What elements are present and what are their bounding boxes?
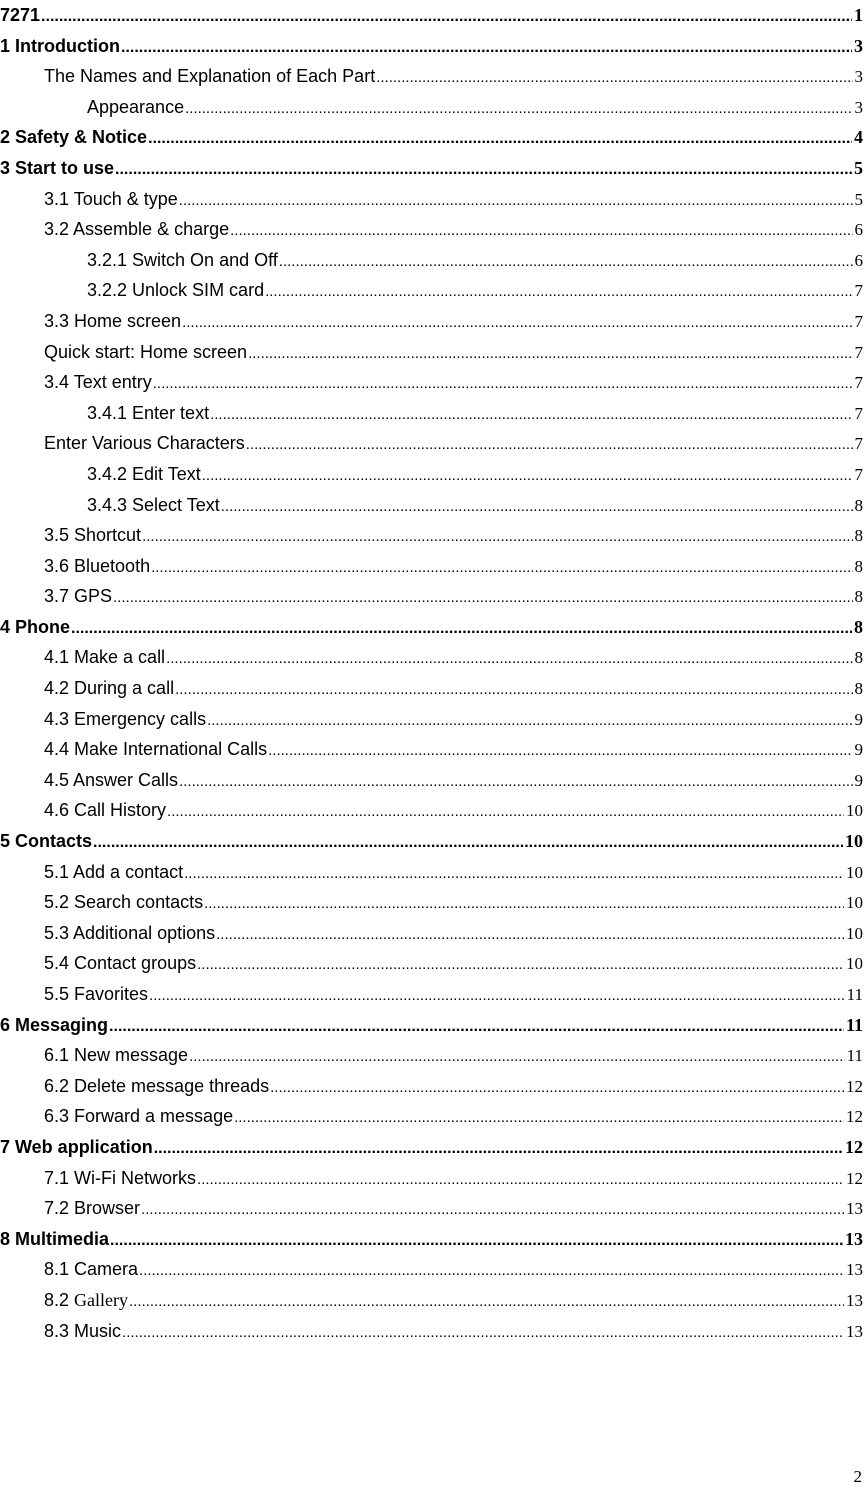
toc-entry-title: 5.4 Contact groups (44, 948, 197, 979)
toc-entry-page-number: 8 (854, 679, 863, 699)
toc-entry-title: 8 Multimedia (0, 1224, 110, 1255)
toc-dot-leader (184, 859, 844, 890)
toc-entry-title: 3.7 GPS (44, 581, 113, 612)
toc-dot-leader (207, 706, 852, 737)
toc-entry-page-number: 7 (854, 373, 863, 393)
toc-entry[interactable] (0, 1010, 864, 1041)
toc-dot-leader (210, 400, 852, 431)
toc-entry-title: 3.4 Text entry (44, 367, 153, 398)
toc-entry[interactable] (0, 642, 864, 673)
toc-entry-title: 3.1 Touch & type (44, 184, 179, 215)
toc-entry[interactable] (0, 184, 864, 215)
toc-dot-leader (153, 369, 853, 400)
toc-entry-page-number: 7 (854, 311, 863, 331)
toc-entry[interactable] (0, 612, 864, 643)
toc-entry-page-number: 12 (846, 1107, 863, 1127)
toc-entry-title: 5.1 Add a contact (44, 857, 184, 888)
toc-entry-page-number: 10 (846, 893, 863, 913)
toc-dot-leader (149, 981, 845, 1012)
toc-dot-leader (230, 216, 852, 247)
toc-entry-page-number: 9 (854, 740, 863, 760)
toc-entry-page-number: 8 (854, 616, 863, 637)
toc-dot-leader (121, 33, 852, 64)
toc-entry[interactable] (0, 1285, 864, 1316)
toc-dot-leader (93, 828, 843, 859)
toc-dot-leader (110, 1226, 843, 1257)
toc-dot-leader (221, 492, 853, 523)
toc-entry-page-number: 6 (854, 220, 863, 240)
toc-dot-leader (129, 1287, 844, 1318)
toc-dot-leader (179, 767, 852, 798)
toc-entry-page-number: 4 (854, 127, 863, 148)
toc-entry-title: The Names and Explanation of Each Part (44, 61, 376, 92)
toc-entry-page-number: 3 (854, 67, 863, 87)
toc-entry[interactable] (0, 337, 864, 368)
toc-entry-page-number: 9 (854, 770, 863, 790)
toc-entry[interactable] (0, 31, 864, 62)
toc-entry[interactable] (0, 673, 864, 704)
toc-entry-title: 3.6 Bluetooth (44, 551, 151, 582)
toc-entry-title: 7.1 Wi-Fi Networks (44, 1163, 197, 1194)
toc-dot-leader (166, 644, 852, 675)
toc-entry-title: 8.2 Gallery (44, 1285, 129, 1316)
toc-entry-page-number: 5 (854, 157, 863, 178)
toc-dot-leader (268, 736, 852, 767)
toc-entry-page-number: 11 (846, 1046, 863, 1066)
toc-entry-page-number: 7 (854, 281, 863, 301)
toc-entry[interactable] (0, 367, 864, 398)
toc-dot-leader (109, 1012, 844, 1043)
toc-entry-title: 8.1 Camera (44, 1254, 139, 1285)
toc-dot-leader (179, 186, 853, 217)
toc-entry-title: 4.2 During a call (44, 673, 175, 704)
toc-entry-title: 3 Start to use (0, 153, 115, 184)
toc-entry-page-number: 10 (846, 923, 863, 943)
toc-entry-page-number: 5 (854, 189, 863, 209)
toc-dot-leader (142, 522, 852, 553)
toc-dot-leader (139, 1256, 844, 1287)
toc-dot-leader (204, 889, 844, 920)
toc-entry-title: 3.2.2 Unlock SIM card (87, 275, 265, 306)
toc-entry-title: Quick start: Home screen (44, 337, 248, 368)
toc-entry-page-number: 10 (846, 862, 863, 882)
toc-entry-title: 7271 (0, 0, 41, 31)
toc-entry[interactable] (0, 428, 864, 459)
toc-entry[interactable] (0, 857, 864, 888)
toc-dot-leader (216, 920, 844, 951)
toc-dot-leader (148, 124, 852, 155)
toc-entry[interactable] (0, 1254, 864, 1285)
toc-entry-page-number: 10 (845, 831, 863, 852)
toc-dot-leader (265, 277, 852, 308)
toc-entry-page-number: 8 (854, 526, 863, 546)
toc-entry[interactable] (0, 153, 864, 184)
toc-entry[interactable] (0, 918, 864, 949)
toc-entry[interactable] (0, 1132, 864, 1163)
toc-entry-title: 5.2 Search contacts (44, 887, 204, 918)
toc-entry-title: 3.2 Assemble & charge (44, 214, 230, 245)
toc-dot-leader (122, 1318, 844, 1349)
toc-dot-leader (185, 94, 852, 125)
toc-entry-title: 7.2 Browser (44, 1193, 141, 1224)
toc-entry-title: 3.3 Home screen (44, 306, 182, 337)
toc-entry[interactable] (0, 520, 864, 551)
toc-entry-title: 8.3 Music (44, 1316, 122, 1347)
toc-entry-title: 6.1 New message (44, 1040, 189, 1071)
toc-dot-leader (246, 430, 853, 461)
toc-entry[interactable] (0, 1101, 864, 1132)
toc-dot-leader (182, 308, 852, 339)
toc-dot-leader (248, 339, 852, 370)
toc-entry[interactable] (0, 704, 864, 735)
toc-entry-page-number: 10 (846, 801, 863, 821)
toc-entry-page-number: 8 (854, 556, 863, 576)
toc-dot-leader (113, 583, 852, 614)
toc-entry[interactable] (0, 887, 864, 918)
toc-entry[interactable] (0, 765, 864, 796)
toc-entry-page-number: 11 (845, 1014, 863, 1035)
toc-entry-title: 3.4.3 Select Text (87, 490, 221, 521)
toc-dot-leader (167, 797, 844, 828)
toc-entry-page-number: 13 (846, 1260, 863, 1280)
toc-entry-title: 5.3 Additional options (44, 918, 216, 949)
toc-entry[interactable] (0, 581, 864, 612)
toc-entry[interactable] (0, 459, 864, 490)
toc-entry-title: 3.4.2 Edit Text (87, 459, 202, 490)
toc-entry-title: 3.2.1 Switch On and Off (87, 245, 279, 276)
toc-entry-page-number: 13 (846, 1290, 863, 1310)
toc-dot-leader (234, 1103, 844, 1134)
toc-entry-page-number: 13 (845, 1228, 863, 1249)
toc-entry[interactable] (0, 245, 864, 276)
toc-dot-leader (154, 1134, 843, 1165)
toc-entry-title: Appearance (87, 92, 185, 123)
toc-dot-leader (71, 614, 852, 645)
toc-entry-title: 7 Web application (0, 1132, 154, 1163)
toc-dot-leader (202, 461, 853, 492)
toc-entry-title: 5 Contacts (0, 826, 93, 857)
page-number: 2 (853, 1467, 862, 1486)
toc-dot-leader (197, 1165, 844, 1196)
toc-entry[interactable] (0, 0, 864, 31)
toc-entry[interactable] (0, 398, 864, 429)
toc-dot-leader (376, 63, 852, 94)
toc-entry-title: 2 Safety & Notice (0, 122, 148, 153)
toc-dot-leader (279, 247, 853, 278)
toc-entry-title: 6.2 Delete message threads (44, 1071, 270, 1102)
toc-entry-page-number: 7 (854, 434, 863, 454)
toc-dot-leader (270, 1073, 844, 1104)
toc-entry[interactable] (0, 1163, 864, 1194)
toc-entry[interactable] (0, 795, 864, 826)
toc-dot-leader (197, 950, 844, 981)
toc-entry[interactable] (0, 948, 864, 979)
toc-entry[interactable] (0, 1224, 864, 1255)
toc-entry[interactable] (0, 92, 864, 123)
toc-entry-title: 3.4.1 Enter text (87, 398, 210, 429)
toc-dot-leader (41, 2, 852, 33)
toc-entry[interactable] (0, 1193, 864, 1224)
toc-entry[interactable] (0, 826, 864, 857)
toc-entry-page-number: 9 (854, 709, 863, 729)
toc-dot-leader (175, 675, 852, 706)
toc-dot-leader (151, 553, 852, 584)
toc-entry-title: Enter Various Characters (44, 428, 246, 459)
toc-entry-page-number: 7 (854, 464, 863, 484)
toc-entry-page-number: 12 (845, 1136, 863, 1157)
toc-entry[interactable] (0, 1316, 864, 1347)
toc-entry[interactable] (0, 734, 864, 765)
toc-entry-title: 4.1 Make a call (44, 642, 166, 673)
toc-entry[interactable] (0, 1071, 864, 1102)
toc-entry-page-number: 7 (854, 342, 863, 362)
toc-entry-page-number: 10 (846, 954, 863, 974)
toc-entry[interactable] (0, 306, 864, 337)
toc-entry-title: 5.5 Favorites (44, 979, 149, 1010)
toc-entry-title: 1 Introduction (0, 31, 121, 62)
toc-entry[interactable] (0, 122, 864, 153)
toc-entry-page-number: 1 (854, 5, 863, 25)
toc-entry-title: 4 Phone (0, 612, 71, 643)
toc-entry-page-number: 7 (854, 403, 863, 423)
toc-entry[interactable] (0, 1040, 864, 1071)
toc-entry-page-number: 8 (854, 648, 863, 668)
toc-dot-leader (141, 1195, 844, 1226)
toc-entry[interactable] (0, 214, 864, 245)
toc-entry[interactable] (0, 490, 864, 521)
toc-entry[interactable] (0, 275, 864, 306)
toc-entry[interactable] (0, 61, 864, 92)
toc-entry-title: 4.4 Make International Calls (44, 734, 268, 765)
toc-entry-page-number: 13 (846, 1321, 863, 1341)
toc-entry-title: 4.6 Call History (44, 795, 167, 826)
toc-entry-page-number: 3 (854, 97, 863, 117)
toc-entry-title: 6 Messaging (0, 1010, 109, 1041)
toc-entry-page-number: 3 (854, 35, 863, 56)
toc-entry-page-number: 11 (846, 985, 863, 1004)
toc-entry-title: 3.5 Shortcut (44, 520, 142, 551)
toc-entry[interactable] (0, 979, 864, 1010)
toc-entry-title: 4.3 Emergency calls (44, 704, 207, 735)
toc-entry-page-number: 8 (854, 587, 863, 607)
toc-entry[interactable] (0, 551, 864, 582)
toc-dot-leader (115, 155, 852, 186)
toc-entry-title: 6.3 Forward a message (44, 1101, 234, 1132)
toc-dot-leader (189, 1042, 845, 1073)
toc-entry-page-number: 12 (846, 1168, 863, 1188)
toc-entry-title: 4.5 Answer Calls (44, 765, 179, 796)
toc-entry-page-number: 12 (846, 1076, 863, 1096)
toc-entry-page-number: 8 (854, 495, 863, 515)
toc-entry-page-number: 13 (846, 1199, 863, 1219)
toc-entry-page-number: 6 (854, 250, 863, 270)
